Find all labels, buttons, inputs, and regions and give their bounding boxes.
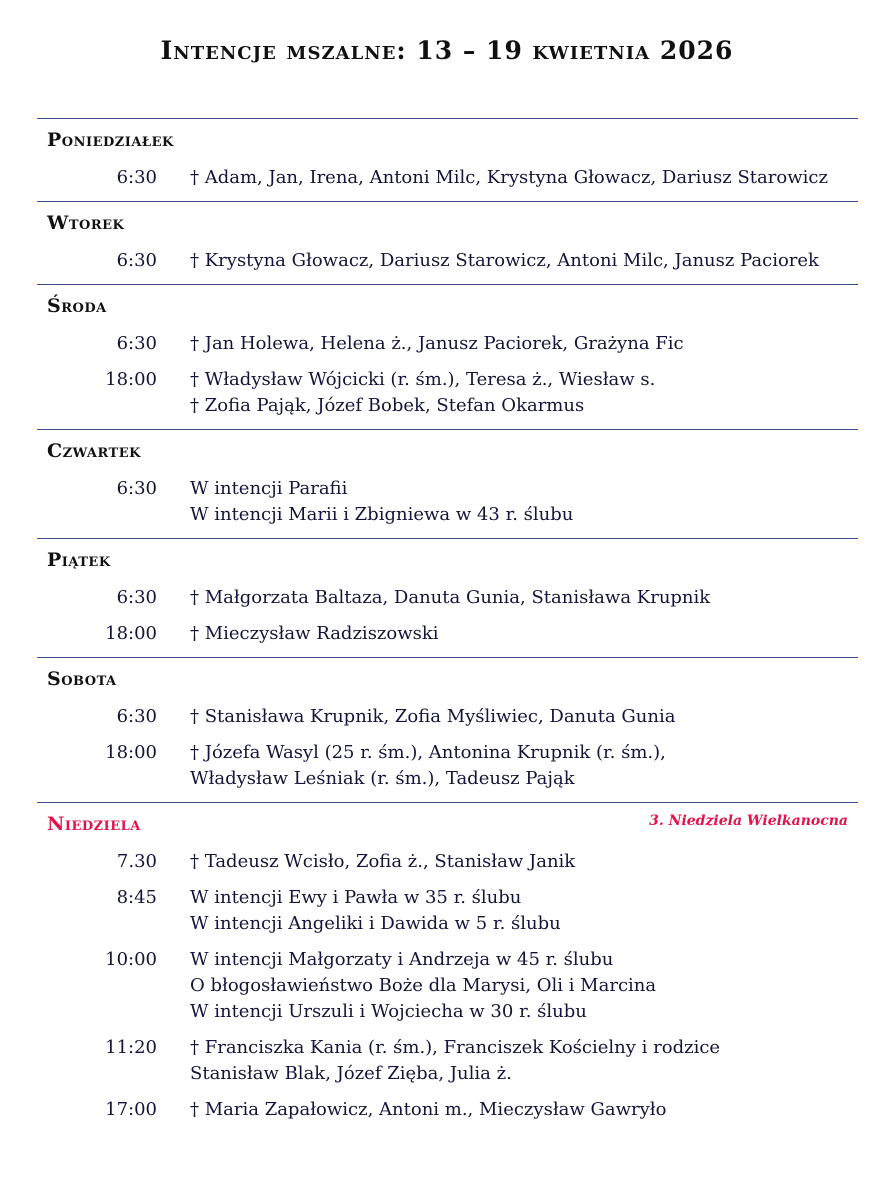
mass-intentions: [190, 885, 561, 937]
mass-row: [37, 885, 858, 937]
mass-time: 6:30: [116, 706, 157, 727]
intention-line: W intencji Urszuli i Wojciecha w 30 r. ślubu: [190, 1001, 587, 1022]
mass-row: [37, 165, 858, 191]
day-section: [37, 118, 858, 201]
mass-time: 7.30: [116, 851, 157, 872]
mass-row: [37, 248, 858, 274]
intention-line: † Adam, Jan, Irena, Antoni Milc, Krystyna Głowacz, Dariusz Starowicz: [190, 167, 828, 188]
day-name: Wtorek: [47, 212, 125, 234]
mass-intentions: [190, 1035, 720, 1087]
day-section: [37, 201, 858, 284]
intention-line: W intencji Marii i Zbigniewa w 43 r. ślubu: [190, 504, 574, 525]
intention-line: † Stanisława Krupnik, Zofia Myśliwiec, Danuta Gunia: [190, 706, 676, 727]
mass-intentions: [190, 331, 684, 357]
day-name: Piątek: [47, 549, 111, 571]
intention-line: † Krystyna Głowacz, Dariusz Starowicz, Antoni Milc, Janusz Paciorek: [190, 250, 819, 271]
day-name: Czwartek: [47, 440, 141, 462]
mass-row: [37, 367, 858, 419]
mass-time: 6:30: [116, 333, 157, 354]
mass-time: 6:30: [116, 250, 157, 271]
day-section: [37, 802, 858, 1133]
intention-line: † Franciszka Kania (r. śm.), Franciszek Kościelny i rodzice: [190, 1037, 721, 1058]
mass-row: [37, 740, 858, 792]
mass-intentions: [190, 165, 828, 191]
mass-row: [37, 585, 858, 611]
day-section: [37, 284, 858, 429]
day-note: 3. Niedziela Wielkanocna: [649, 813, 848, 829]
mass-time: 6:30: [116, 478, 157, 499]
mass-row: [37, 704, 858, 730]
intention-line: † Tadeusz Wcisło, Zofia ż., Stanisław Janik: [190, 851, 576, 872]
mass-intentions: [190, 248, 819, 274]
mass-intentions: [190, 740, 666, 792]
mass-time: 10:00: [105, 949, 157, 970]
mass-time: 6:30: [116, 587, 157, 608]
mass-time: 17:00: [105, 1099, 157, 1120]
intention-line: † Małgorzata Baltaza, Danuta Gunia, Stanisława Krupnik: [190, 587, 711, 608]
day-name: Niedziela: [47, 813, 141, 835]
day-section: [37, 538, 858, 657]
mass-time: 6:30: [116, 167, 157, 188]
mass-intentions: [190, 704, 675, 730]
mass-time: 18:00: [105, 623, 157, 644]
mass-row: [37, 621, 858, 647]
mass-row: [37, 331, 858, 357]
mass-time: 11:20: [105, 1037, 157, 1058]
day-name: Sobota: [47, 668, 117, 690]
mass-intentions: [190, 476, 573, 528]
mass-row: [37, 1035, 858, 1087]
mass-intentions: [190, 947, 656, 1025]
mass-intentions: [190, 1097, 666, 1123]
page-title: Intencje mszalne: 13 – 19 kwietnia 2026: [160, 36, 734, 65]
mass-intentions: [190, 621, 439, 647]
intention-line: † Jan Holewa, Helena ż., Janusz Paciorek, Grażyna Fic: [190, 333, 684, 354]
mass-row: [37, 476, 858, 528]
intention-line: W intencji Ewy i Pawła w 35 r. ślubu: [190, 887, 522, 908]
intention-line: † Maria Zapałowicz, Antoni m., Mieczysław Gawryło: [190, 1099, 667, 1120]
mass-row: [37, 947, 858, 1025]
day-section: [37, 657, 858, 802]
intention-line: † Józefa Wasyl (25 r. śm.), Antonina Krupnik (r. śm.),: [190, 742, 666, 763]
intention-line: W intencji Parafii: [190, 478, 348, 499]
mass-intentions: [190, 849, 575, 875]
intention-line: † Mieczysław Radziszowski: [190, 623, 439, 644]
mass-time: 18:00: [105, 369, 157, 390]
mass-time: 18:00: [105, 742, 157, 763]
intention-line: W intencji Małgorzaty i Andrzeja w 45 r. ślubu: [190, 949, 614, 970]
mass-row: [37, 849, 858, 875]
day-section: [37, 429, 858, 538]
mass-time: 8:45: [116, 887, 157, 908]
intention-line: † Władysław Wójcicki (r. śm.), Teresa ż., Wiesław s.: [190, 369, 656, 390]
intention-line: Stanisław Blak, Józef Zięba, Julia ż.: [190, 1063, 512, 1084]
mass-intentions: [190, 585, 710, 611]
intention-line: W intencji Angeliki i Dawida w 5 r. ślubu: [190, 913, 561, 934]
mass-intentions: [190, 367, 655, 419]
day-name: Środa: [47, 295, 107, 317]
intention-line: Władysław Leśniak (r. śm.), Tadeusz Pająk: [190, 768, 575, 789]
day-name: Poniedziałek: [47, 129, 174, 151]
mass-row: [37, 1097, 858, 1123]
intention-line: † Zofia Pająk, Józef Bobek, Stefan Okarmus: [190, 395, 585, 416]
mass-schedule: [37, 118, 858, 1133]
intention-line: O błogosławieństwo Boże dla Marysi, Oli i Marcina: [190, 975, 657, 996]
